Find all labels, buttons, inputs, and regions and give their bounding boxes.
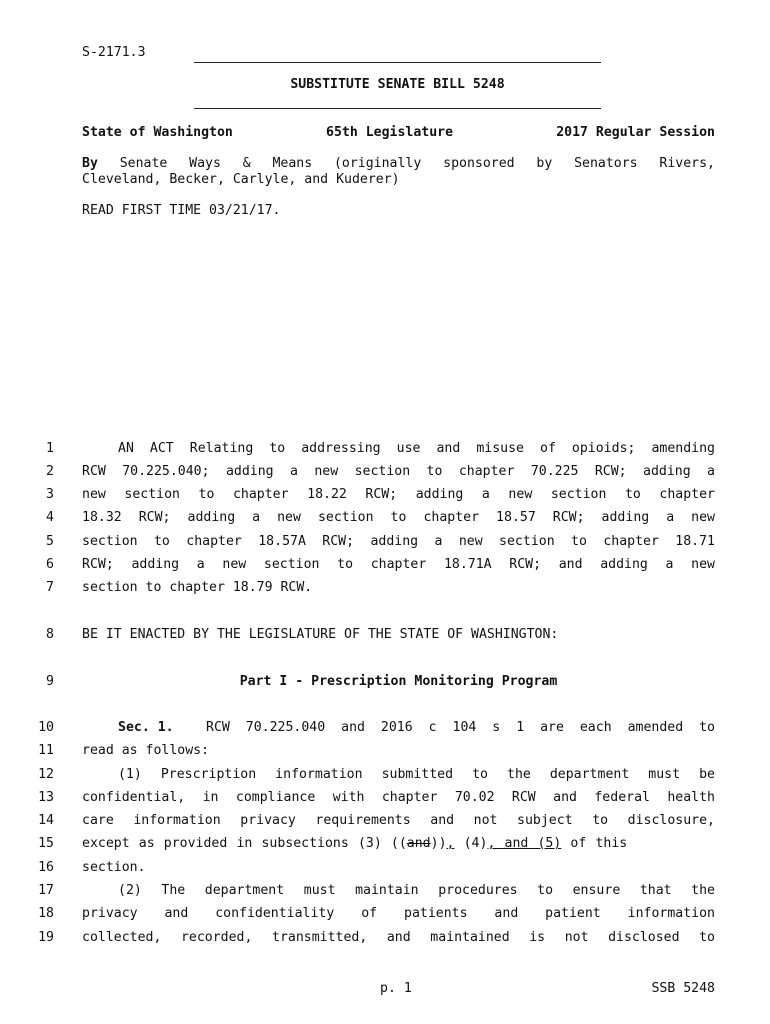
legislature-name: 65th Legislature — [326, 125, 454, 140]
line-text: RCW 70.225.040; adding a new section to chapter 70.225 RCW; adding a — [82, 464, 715, 479]
bill-footer-id: SSB 5248 — [651, 981, 715, 996]
bill-title: SUBSTITUTE SENATE BILL 5248 — [290, 77, 505, 92]
inserted-text: , and (5) — [487, 836, 562, 851]
line-number: 13 — [38, 790, 54, 805]
title-rule-top — [194, 62, 601, 63]
line-text: confidential, in compliance with chapter 70.02 RCW and federal health — [82, 790, 715, 805]
text-segment: )) — [430, 836, 447, 851]
line-text: 18.32 RCW; adding a new section to chapter 18.57 RCW; adding a new — [82, 510, 715, 525]
line-text: (2) The department must maintain procedures to ensure that the — [118, 883, 715, 898]
title-rule-bottom — [194, 108, 601, 109]
line-number: 6 — [46, 557, 54, 572]
line-text: section to chapter 18.57A RCW; adding a new section to chapter 18.71 — [82, 534, 715, 549]
session-header — [82, 125, 715, 143]
line-text: section. — [82, 860, 146, 875]
line-number: 19 — [38, 930, 54, 945]
line-number: 5 — [46, 534, 54, 549]
document-id: S-2171.3 — [82, 45, 146, 60]
line-number: 18 — [38, 906, 54, 921]
by-label: By — [82, 156, 98, 171]
line-text: read as follows: — [82, 743, 210, 758]
line-number: 1 — [46, 441, 54, 456]
line-number: 8 — [46, 627, 54, 642]
page-number: p. 1 — [380, 981, 412, 996]
struck-text: and — [406, 836, 431, 851]
text-segment: except as provided in subsections (3) (( — [82, 836, 407, 851]
line-number: 12 — [38, 767, 54, 782]
line-text: care information privacy requirements and not subject to disclosure, — [82, 813, 715, 828]
sponsor-text: Senate Ways & Means (originally sponsored by Senators Rivers, — [119, 156, 715, 171]
line-text-amended — [82, 836, 715, 851]
sponsor-line-2: Cleveland, Becker, Carlyle, and Kuderer) — [82, 172, 400, 187]
line-text: (1) Prescription information submitted to the department must be — [118, 767, 715, 782]
line-text: AN ACT Relating to addressing use and misuse of opioids; amending — [118, 441, 715, 456]
sponsor-line-1 — [82, 156, 715, 171]
session-name: 2017 Regular Session — [556, 125, 715, 140]
text-segment: (4) — [454, 836, 488, 851]
line-number: 3 — [46, 487, 54, 502]
line-text: collected, recorded, transmitted, and maintained is not disclosed to — [82, 930, 715, 945]
line-number: 14 — [38, 813, 54, 828]
part-heading: Part I - Prescription Monitoring Program — [239, 674, 558, 689]
line-number: 10 — [38, 720, 54, 735]
line-text: RCW 70.225.040 and 2016 c 104 s 1 are each amended to — [206, 720, 715, 735]
state-name: State of Washington — [82, 125, 233, 140]
line-text: section to chapter 18.79 RCW. — [82, 580, 313, 595]
inserted-text: , — [446, 836, 455, 851]
line-number: 9 — [46, 674, 54, 689]
line-number: 11 — [38, 743, 54, 758]
line-text: new section to chapter 18.22 RCW; adding a new section to chapter — [82, 487, 715, 502]
enacting-clause: BE IT ENACTED BY THE LEGISLATURE OF THE STATE OF WASHINGTON: — [82, 627, 559, 642]
line-number: 17 — [38, 883, 54, 898]
line-text: RCW; adding a new section to chapter 18.71A RCW; and adding a new — [82, 557, 715, 572]
line-text: privacy and confidentiality of patients and patient information — [82, 906, 715, 921]
line-number: 7 — [46, 580, 54, 595]
line-number: 2 — [46, 464, 54, 479]
text-segment: of this — [561, 836, 628, 851]
line-number: 4 — [46, 510, 54, 525]
line-number: 16 — [38, 860, 54, 875]
section-label: Sec. 1. — [118, 720, 174, 735]
line-number: 15 — [38, 836, 54, 851]
read-first-time: READ FIRST TIME 03/21/17. — [82, 203, 281, 218]
